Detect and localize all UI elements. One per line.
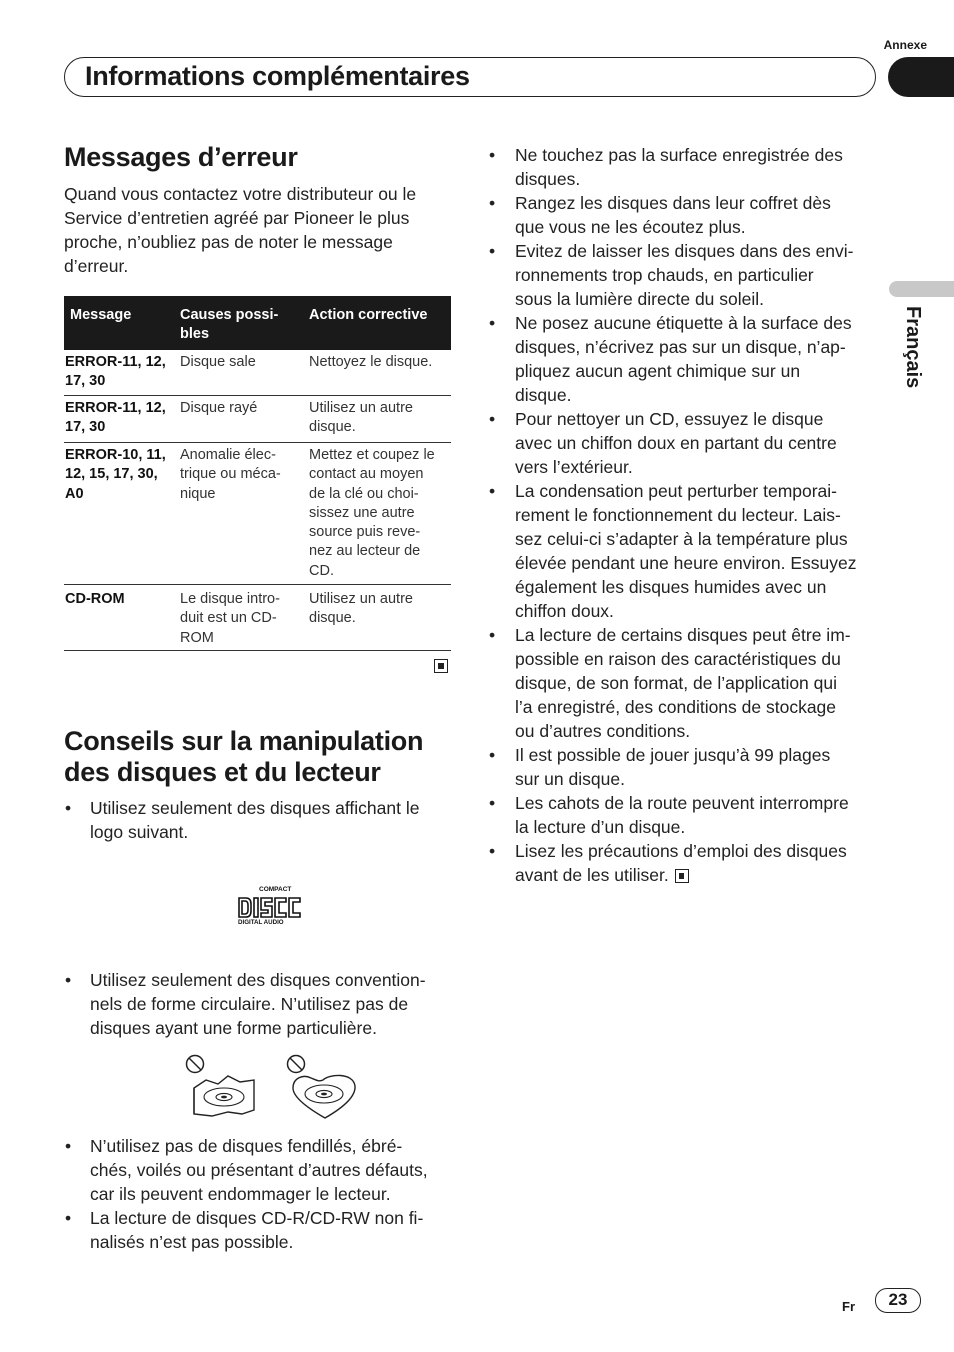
table-row <box>64 396 451 443</box>
text-line: A0 <box>65 485 84 502</box>
row-action <box>309 399 451 442</box>
text-line: • Pour nettoyer un CD, essuyez le disque <box>515 409 824 429</box>
text-line: logo suivant. <box>90 822 189 842</box>
chapter-header <box>64 57 876 97</box>
text-line: contact au moyen <box>309 466 424 483</box>
table-row <box>64 350 451 396</box>
bullet-list <box>64 968 454 1040</box>
row-message <box>64 446 180 584</box>
list-item <box>488 191 880 239</box>
text-line: nalisés n’est pas possible. <box>90 1232 294 1252</box>
text-line: sez celui-ci s’adapter à la température plus <box>515 529 848 549</box>
text-line: sous la lumière directe du soleil. <box>515 289 765 309</box>
list-item <box>488 239 880 311</box>
text-line: car ils peuvent endommager le lecteur. <box>90 1184 391 1204</box>
list-item <box>488 479 880 623</box>
page-number: 23 <box>875 1288 921 1313</box>
text-line: Utilisez un autre <box>309 591 413 607</box>
list-item <box>64 1134 456 1206</box>
text-line: • Lisez les précautions d’emploi des disques <box>515 841 847 861</box>
list-item <box>488 623 880 743</box>
table-row <box>64 443 451 585</box>
text-line: nels de forme circulaire. N’utilisez pas de <box>90 994 409 1014</box>
text-line: ronnements trop chauds, en particulier <box>515 265 814 285</box>
section-end-icon <box>675 869 689 883</box>
text-line: Disque rayé <box>180 400 258 416</box>
list-item <box>488 311 880 407</box>
text-line: disque, de son format, de l’application qui <box>515 673 838 693</box>
text-line: sur un disque. <box>515 769 625 789</box>
list-item <box>64 1206 456 1254</box>
list-item <box>488 743 880 791</box>
text-line: nez au lecteur de <box>309 543 421 560</box>
text-line: possible en raison des caractéristiques du <box>515 649 841 669</box>
text-line: Message <box>70 307 132 323</box>
table-row <box>64 585 451 651</box>
text-line: nique <box>180 485 216 502</box>
prohibited-shaped-disc-icon <box>182 1052 258 1122</box>
text-line: • La condensation peut perturber temporai- <box>515 481 838 501</box>
chapter-title: Informations complémentaires <box>85 61 470 91</box>
text-line: • La lecture de certains disques peut être im- <box>515 625 851 645</box>
text-line: • Rangez les disques dans leur coffret dès <box>515 193 831 213</box>
text-line: duit est un CD- <box>180 610 277 627</box>
conseils-heading-line: des disques et du lecteur <box>64 757 381 787</box>
text-line: • Utilisez seulement des disques convention- <box>90 970 426 990</box>
text-line: Nettoyez le disque. <box>309 354 433 370</box>
header-causes <box>180 296 309 350</box>
text-line: Disque sale <box>180 354 256 370</box>
row-message <box>64 353 180 395</box>
text-line: vers l’extérieur. <box>515 457 633 477</box>
row-cause <box>180 399 309 442</box>
text-line: chiffon doux. <box>515 601 614 621</box>
text-line: • Les cahots de la route peuvent interrompre <box>515 793 849 813</box>
bullet-list-right <box>488 143 880 887</box>
text-line: élevée pendant une heure environ. Essuyez <box>515 553 857 573</box>
section-label: Annexe <box>883 38 927 52</box>
text-line: la lecture d’un disque. <box>515 817 686 837</box>
text-line: disque. <box>309 610 356 627</box>
text-line: disque. <box>309 419 356 436</box>
conseils-heading <box>64 726 423 788</box>
text-line: CD-ROM <box>65 591 125 607</box>
text-line: ERROR-10, 11, <box>65 447 166 463</box>
text-line: trique ou méca- <box>180 466 281 483</box>
text-line: disques. <box>515 169 581 189</box>
text-line: pliquez aucun agent chimique sur un <box>515 361 801 381</box>
text-line: avec un chiffon doux en partant du centre <box>515 433 837 453</box>
list-item <box>64 968 454 1040</box>
text-line: • Utilisez seulement des disques affichant le <box>90 798 420 818</box>
footer-language-code: Fr <box>842 1299 855 1314</box>
text-line: Causes possi- <box>180 307 279 323</box>
text-line: que vous ne les écoutez plus. <box>515 217 746 237</box>
text-line: Utilisez un autre <box>309 400 413 416</box>
text-line: source puis reve- <box>309 524 421 541</box>
error-table <box>64 296 451 651</box>
row-action <box>309 353 451 395</box>
logo-digital-audio-text: DIGITAL AUDIO <box>238 919 284 926</box>
list-item <box>488 407 880 479</box>
text-line: Action corrective <box>309 307 428 323</box>
row-cause <box>180 590 309 650</box>
error-table-header <box>64 296 451 350</box>
text-line: • Ne posez aucune étiquette à la surface des <box>515 313 852 333</box>
row-message <box>64 590 180 650</box>
text-line: Anomalie élec- <box>180 447 276 463</box>
text-line: sissez une autre <box>309 504 415 521</box>
text-line: avant de les utiliser. <box>515 863 880 887</box>
header-message <box>64 296 180 350</box>
text-line: ou d’autres conditions. <box>515 721 691 741</box>
text-line: disques, n’écrivez pas sur un disque, n’ap- <box>515 337 846 357</box>
text-line: d’erreur. <box>64 256 129 276</box>
list-item <box>488 143 880 191</box>
text-line: • La lecture de disques CD-R/CD-RW non fi- <box>90 1208 424 1228</box>
text-line: Mettez et coupez le <box>309 447 435 463</box>
text-line: Le disque intro- <box>180 591 280 607</box>
section-end-icon <box>434 659 448 673</box>
text-line: de la clé ou choi- <box>309 485 419 502</box>
bullet-list <box>64 796 454 844</box>
text-line: Quand vous contactez votre distributeur ou le <box>64 184 417 204</box>
text-line: Service d’entretien agréé par Pioneer le plus <box>64 208 410 228</box>
row-action <box>309 446 451 584</box>
text-line: • Evitez de laisser les disques dans des envi- <box>515 241 854 261</box>
text-line: chés, voilés ou présentant d’autres défauts, <box>90 1160 428 1180</box>
text-line: également les disques humides avec un <box>515 577 827 597</box>
language-label <box>900 306 924 396</box>
logo-compact-text: COMPACT <box>259 886 292 893</box>
messages-heading: Messages d’erreur <box>64 142 298 172</box>
row-message <box>64 399 180 442</box>
row-action <box>309 590 451 650</box>
text-line: • Ne touchez pas la surface enregistrée des <box>515 145 843 165</box>
list-item <box>64 796 454 844</box>
text-line: l’a enregistré, des conditions de stockage <box>515 697 837 717</box>
text-line: disque. <box>515 385 572 405</box>
list-item <box>488 839 880 887</box>
list-item <box>488 791 880 839</box>
conseils-heading-line: Conseils sur la manipulation <box>64 726 424 756</box>
row-cause <box>180 446 309 584</box>
text-line: • N’utilisez pas de disques fendillés, ébré- <box>90 1136 403 1156</box>
text-line: rement le fonctionnement du lecteur. Lais- <box>515 505 841 525</box>
header-action <box>309 296 451 350</box>
language-tab <box>889 281 954 297</box>
text-line: ROM <box>180 629 214 646</box>
text-line: disques ayant une forme particulière. <box>90 1018 377 1038</box>
text-line: proche, n’oubliez pas de noter le message <box>64 232 393 252</box>
text-line: 17, 30 <box>65 419 106 436</box>
bullet-list <box>64 1134 456 1254</box>
text-line: CD. <box>309 562 334 579</box>
text-line: bles <box>180 326 210 342</box>
text-line: ERROR-11, 12, <box>65 400 166 416</box>
text-line: 17, 30 <box>65 373 106 390</box>
messages-intro <box>64 182 454 278</box>
compact-disc-logo <box>236 884 304 926</box>
text-line: • Il est possible de jouer jusqu’à 99 plages <box>515 745 831 765</box>
text-line: 12, 15, 17, 30, <box>65 466 158 483</box>
language-text: Français <box>902 306 924 389</box>
row-cause <box>180 353 309 395</box>
prohibited-heart-disc-icon <box>283 1052 359 1122</box>
chapter-tab <box>888 57 954 97</box>
text-line: ERROR-11, 12, <box>65 354 166 370</box>
